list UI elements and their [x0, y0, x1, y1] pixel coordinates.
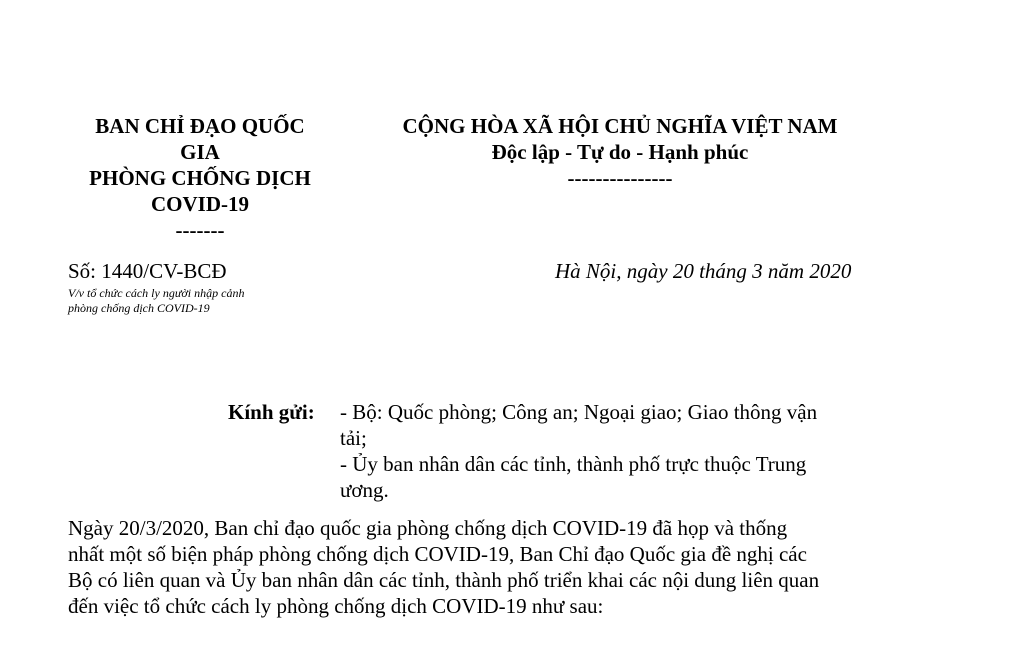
recipient-line: tải; — [340, 426, 367, 450]
national-motto: Độc lập - Tự do - Hạnh phúc — [491, 140, 749, 164]
recipient-line: ương. — [340, 478, 389, 502]
body-paragraph — [68, 515, 968, 619]
recipient-line: - Ủy ban nhân dân các tỉnh, thành phố trực thuộc Trung — [340, 452, 807, 476]
agency-name-line: GIA — [180, 140, 220, 164]
subject-line: phòng chống dịch COVID-19 — [68, 301, 210, 315]
recipients-label: Kính gửi: — [228, 400, 315, 424]
subject-line: V/v tổ chức cách ly người nhập cảnh — [68, 286, 245, 300]
recipient-line: - Bộ: Quốc phòng; Công an; Ngoại giao; Giao thông vận — [340, 400, 818, 424]
national-motto-header — [355, 113, 885, 191]
document-subject — [68, 286, 328, 316]
body-line: nhất một số biện pháp phòng chống dịch COVID-19, Ban Chỉ đạo Quốc gia đề nghị các — [68, 542, 807, 566]
agency-name-line: BAN CHỈ ĐẠO QUỐC — [95, 114, 305, 138]
recipients-list — [340, 399, 900, 503]
date-place: Hà Nội, ngày 20 tháng 3 năm 2020 — [555, 259, 852, 283]
agency-divider: ------- — [175, 218, 225, 242]
body-line: đến việc tổ chức cách ly phòng chống dịch COVID-19 như sau: — [68, 594, 604, 618]
document-number: Số: 1440/CV-BCĐ — [68, 259, 227, 283]
issuing-agency-header — [70, 113, 330, 243]
country-name: CỘNG HÒA XÃ HỘI CHỦ NGHĨA VIỆT NAM — [402, 114, 838, 138]
motto-divider: --------------- — [567, 166, 673, 190]
agency-name-line: PHÒNG CHỐNG DỊCH — [89, 166, 311, 190]
body-line: Bộ có liên quan và Ủy ban nhân dân các tỉnh, thành phố triển khai các nội dung liên quan — [68, 568, 820, 592]
body-line: Ngày 20/3/2020, Ban chỉ đạo quốc gia phòng chống dịch COVID-19 đã họp và thống — [68, 516, 788, 540]
agency-name-line: COVID-19 — [151, 192, 249, 216]
